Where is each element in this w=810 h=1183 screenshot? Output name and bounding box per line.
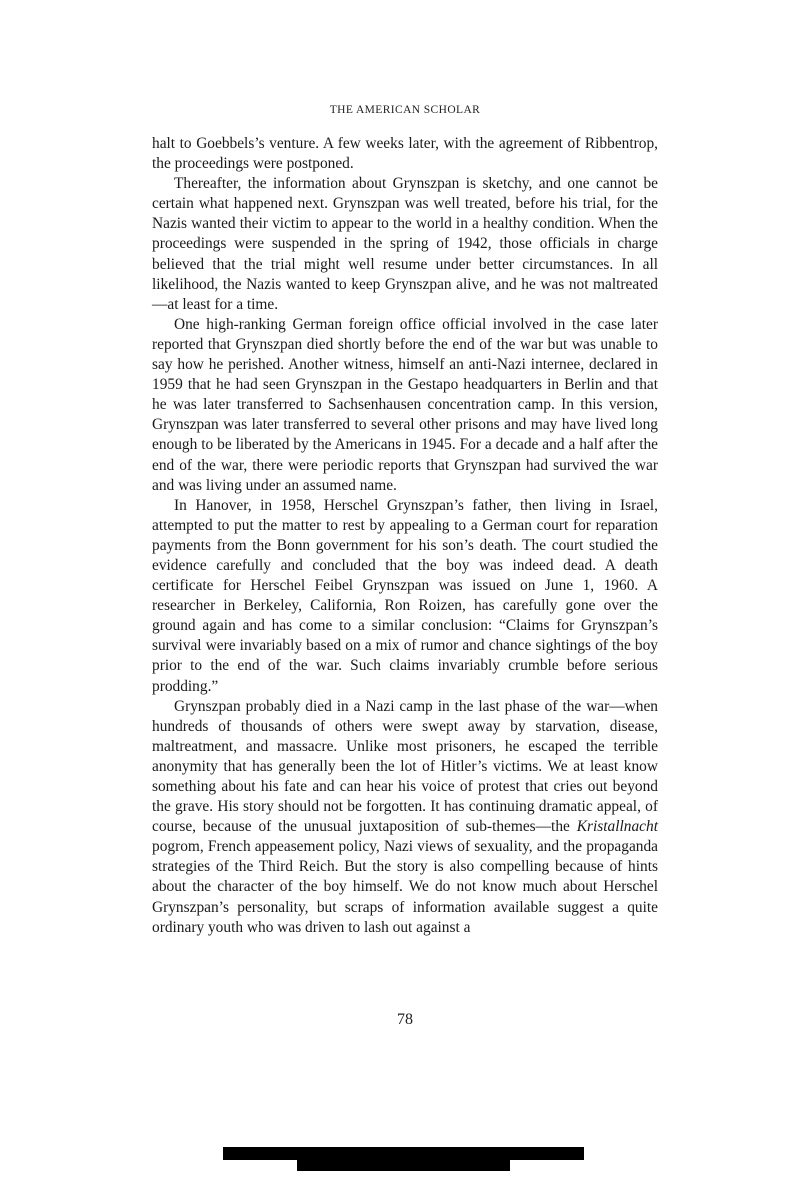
paragraph-nazi-camp (152, 697, 658, 938)
paragraph-text-part: pogrom, French appeasement policy, Nazi views of sexuality, and the propaganda strategies of the Third Reich. But the story is also compelling because of hints about the character of the boy himself. We do not know much about Herschel Grynszpan’s personality, but scraps of information available suggest a quite ordinary youth who was driven to lash out against a (152, 838, 658, 936)
paragraph-foreign-office-official: One high-ranking German foreign office official involved in the case later reported that Grynszpan died shortly before the end of the war but was unable to say how he perished. Another witness, himself an anti-Nazi internee, declared in 1959 that he had seen Grynszpan in the Gestapo headquarters in Berlin and that he was later transferred to Sachsenhausen concentration camp. In this version, Grynszpan was later transferred to several other prisons and may have lived long enough to be liberated by the Americans in 1945. For a decade and a half after the end of the war, there were periodic reports that Grynszpan had survived the war and was living under an assumed name. (152, 315, 658, 494)
paragraph-thereafter: Thereafter, the information about Grynszpan is sketchy, and one cannot be certain what happened next. Grynszpan was well treated, before his trial, for the Nazis wanted their victim to appear to the world in a healthy condition. When the proceedings were suspended in the spring of 1942, those officials in charge believed that the trial might well resume under better circumstances. In all likelihood, the Nazis wanted to keep Grynszpan alive, and he was not maltreated—at least for a time. (152, 175, 658, 313)
italic-term-kristallnacht: Kristallnacht (576, 818, 658, 836)
paragraph-hanover-court: In Hanover, in 1958, Herschel Grynszpan’s father, then living in Israel, attempted to put the matter to rest by appealing to a German court for reparation payments from the Bonn government for his son’s death. The court studied the evidence carefully and concluded that the boy was indeed dead. A death certificate for Herschel Feibel Grynszpan was issued on June 1, 1960. A researcher in Berkeley, California, Ron Roizen, has carefully gone over the ground again and has come to a similar conclusion: “Claims for Grynszpan’s survival were invariably based on a mix of rumor and chance sightings of the boy prior to the end of the war. Such claims invariably crumble before serious prodding.” (152, 496, 658, 695)
paragraph-text-part: Grynszpan probably died in a Nazi camp in the last phase of the war—when hundreds of thousands of others were swept away by starvation, disease, maltreatment, and massacre. Unlike most prisoners, he escaped the terrible anonymity that has generally been the lot of Hitler’s victims. We at least know something about his fate and can hear his voice of protest that cries out beyond the grave. His story should not be forgotten. It has continuing dramatic appeal, of course, because of the unusual juxtaposition of sub-themes—the (152, 697, 658, 836)
running-head: THE AMERICAN SCHOLAR (329, 104, 481, 116)
scan-redaction-bar-bottom (297, 1158, 510, 1171)
paragraph-continuation: halt to Goebbels’s venture. A few weeks later, with the agreement of Ribbentrop, the proceedings were postponed. (152, 135, 658, 173)
article-body (152, 134, 658, 938)
page-number: 78 (397, 1011, 413, 1028)
